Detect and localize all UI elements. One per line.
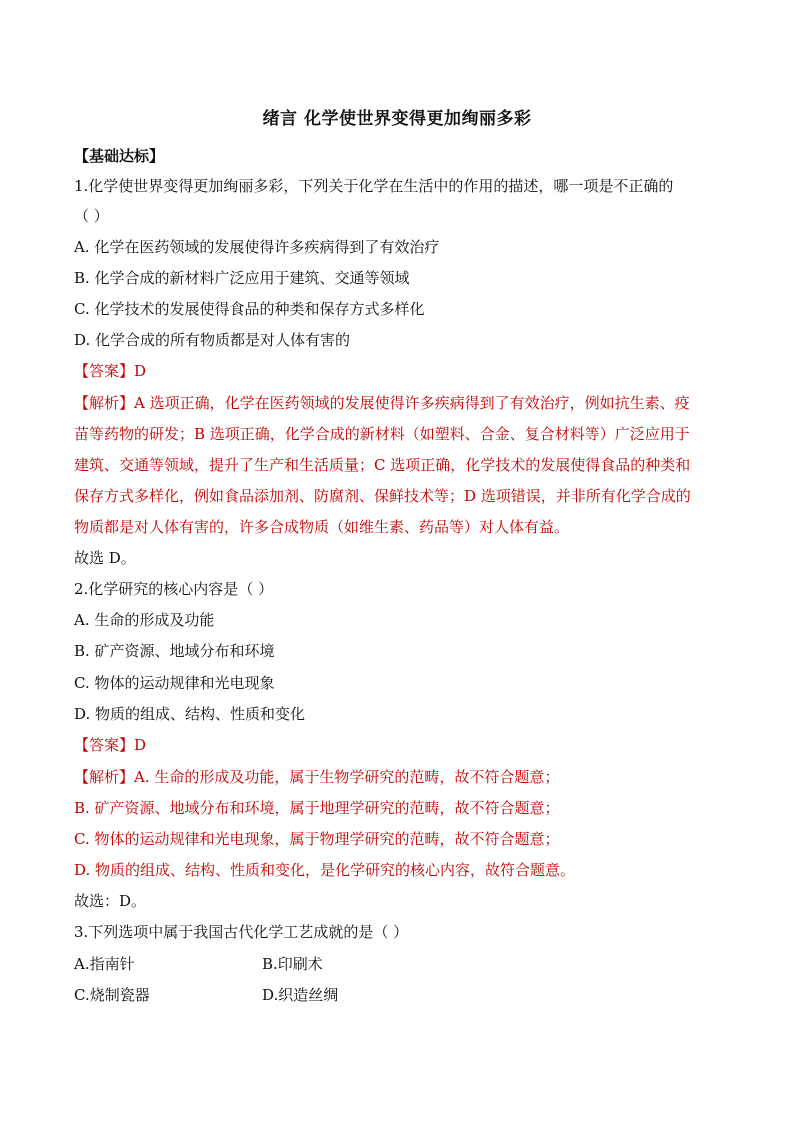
section-heading: 【基础达标】 [74, 147, 165, 165]
q3-option-a: A.指南针 [74, 955, 135, 973]
q2-option-b: B. 矿产资源、地域分布和环境 [74, 642, 275, 660]
q1-analysis-line: 【解析】A 选项正确，化学在医药领域的发展使得许多疾病得到了有效治疗，例如抗生素、疫 [74, 394, 690, 412]
q2-analysis-line: D. 物质的组成、结构、性质和变化，是化学研究的核心内容，故符合题意。 [74, 861, 576, 879]
q2-option-a: A. 生命的形成及功能 [74, 611, 215, 629]
q3-option-b: B.印刷术 [262, 955, 323, 973]
q1-conclusion: 故选 D。 [74, 549, 136, 567]
q1-option-c: C. 化学技术的发展使得食品的种类和保存方式多样化 [74, 300, 425, 318]
q3-stem: 3.下列选项中属于我国古代化学工艺成就的是（ ） [74, 923, 409, 941]
page-title: 绪言 化学使世界变得更加绚丽多彩 [262, 109, 532, 129]
q2-stem: 2.化学研究的核心内容是（ ） [74, 580, 274, 598]
q1-stem-line1: 1.化学使世界变得更加绚丽多彩，下列关于化学在生活中的作用的描述，哪一项是不正确的 [74, 177, 674, 195]
q3-option-d: D.织造丝绸 [262, 986, 339, 1004]
q1-analysis-line: 物质都是对人体有害的，许多合成物质（如维生素、药品等）对人体有益。 [74, 518, 570, 536]
q1-analysis-line: 保存方式多样化，例如食品添加剂、防腐剂、保鲜技术等；D 选项错误，并非所有化学合成的 [74, 487, 691, 505]
q1-option-d: D. 化学合成的所有物质都是对人体有害的 [74, 331, 351, 349]
q2-option-c: C. 物体的运动规律和光电现象 [74, 674, 275, 692]
q1-analysis-line: 建筑、交通等领域，提升了生产和生活质量；C 选项正确，化学技术的发展使得食品的种类和 [74, 456, 691, 474]
q1-analysis-line: 苗等药物的研发；B 选项正确，化学合成的新材料（如塑料、合金、复合材料等）广泛应用于 [74, 425, 690, 443]
q2-analysis-line: C. 物体的运动规律和光电现象，属于物理学研究的范畴，故不符合题意； [74, 830, 560, 848]
q1-option-a: A. 化学在医药领域的发展使得许多疾病得到了有效治疗 [74, 238, 440, 256]
q1-option-b: B. 化学合成的新材料广泛应用于建筑、交通等领域 [74, 269, 410, 287]
q2-conclusion: 故选：D。 [74, 892, 147, 910]
q2-answer: 【答案】D [74, 736, 147, 754]
q3-option-c: C.烧制瓷器 [74, 986, 150, 1004]
q1-stem-line2: （ ） [74, 207, 109, 225]
q2-analysis-line: 【解析】A. 生命的形成及功能，属于生物学研究的范畴，故不符合题意； [74, 768, 560, 786]
q1-answer: 【答案】D [74, 362, 147, 380]
q2-option-d: D. 物质的组成、结构、性质和变化 [74, 705, 306, 723]
q2-analysis-line: B. 矿产资源、地域分布和环境，属于地理学研究的范畴，故不符合题意； [74, 799, 560, 817]
